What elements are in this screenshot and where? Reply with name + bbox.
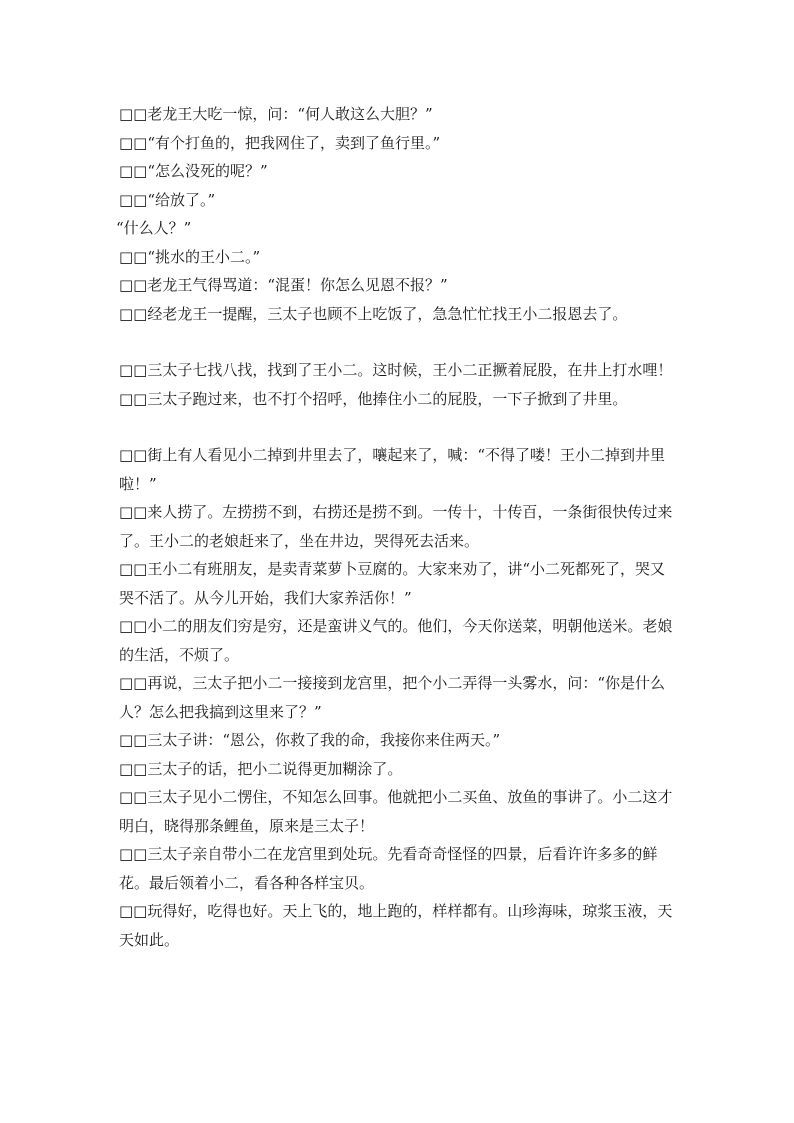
paragraph: □□老龙王气得骂道：“混蛋！你怎么见恩不报？” (119, 276, 448, 294)
paragraph: □□“挑水的王小二。” (119, 247, 261, 266)
document-page (116, 100, 679, 954)
blank-line (119, 328, 679, 356)
paragraph: □□老龙王大吃一惊，问：“何人敢这么大胆？” (119, 105, 433, 123)
paragraph: □□三太子见小二愣住，不知怎么回事。他就把小二买鱼、放鱼的事讲了。小二这才明白，晓得那条鲤鱼，原来是三太子！ (119, 788, 673, 835)
paragraph: □□三太子讲：“恩公，你救了我的命，我接你来住两天。” (119, 731, 501, 749)
paragraph: □□“怎么没死的呢？” (119, 162, 268, 180)
blank-line (119, 413, 679, 441)
paragraph: □□经老龙王一提醒，三太子也顾不上吃饭了，急急忙忙找王小二报恩去了。 (119, 304, 628, 323)
paragraph: □□来人捞了。左捞捞不到，右捞还是捞不到。一传十，十传百，一条街很快传过来了。王小二的老娘赶来了，坐在井边，哭得死去活来。 (119, 503, 673, 550)
paragraph: □□街上有人看见小二掉到井里去了，嚷起来了，喊：“不得了喽！王小二掉到井里啦！” (119, 446, 666, 493)
paragraph: □□小二的朋友们穷是穷，还是蛮讲义气的。他们，今天你送菜，明朝他送米。老娘的生活，不烦了。 (119, 617, 673, 664)
paragraph: □□“给放了。” (119, 190, 216, 209)
paragraph: □□“有个打鱼的，把我网住了，卖到了鱼行里。” (119, 133, 441, 152)
paragraph: □□三太子亲自带小二在龙宫里到处玩。先看奇奇怪怪的四景，后看许许多多的鲜花。最后领着小二，看各种各样宝贝。 (119, 845, 658, 892)
paragraph: □□玩得好，吃得也好。天上飞的，地上跑的，样样都有。山珍海味，琼浆玉液，天天如此。 (119, 902, 673, 949)
paragraph: □□三太子的话，把小二说得更加糊涂了。 (119, 759, 403, 778)
paragraph: □□三太子七找八找，找到了王小二。这时候，王小二正撅着屁股，在井上打水哩！ (119, 361, 673, 379)
paragraph: “什么人？” (116, 219, 192, 237)
paragraph: □□王小二有班朋友，是卖青菜萝卜豆腐的。大家来劝了，讲“小二死都死了，哭又哭不活了。从今儿开始，我们大家养活你！” (119, 560, 666, 607)
paragraph: □□三太子跑过来，也不打个招呼，他捧住小二的屁股，一下子掀到了井里。 (119, 389, 628, 408)
paragraph: □□再说，三太子把小二一接接到龙宫里，把个小二弄得一头雾水，问：“你是什么人？怎么把我搞到这里来了？” (119, 674, 666, 721)
